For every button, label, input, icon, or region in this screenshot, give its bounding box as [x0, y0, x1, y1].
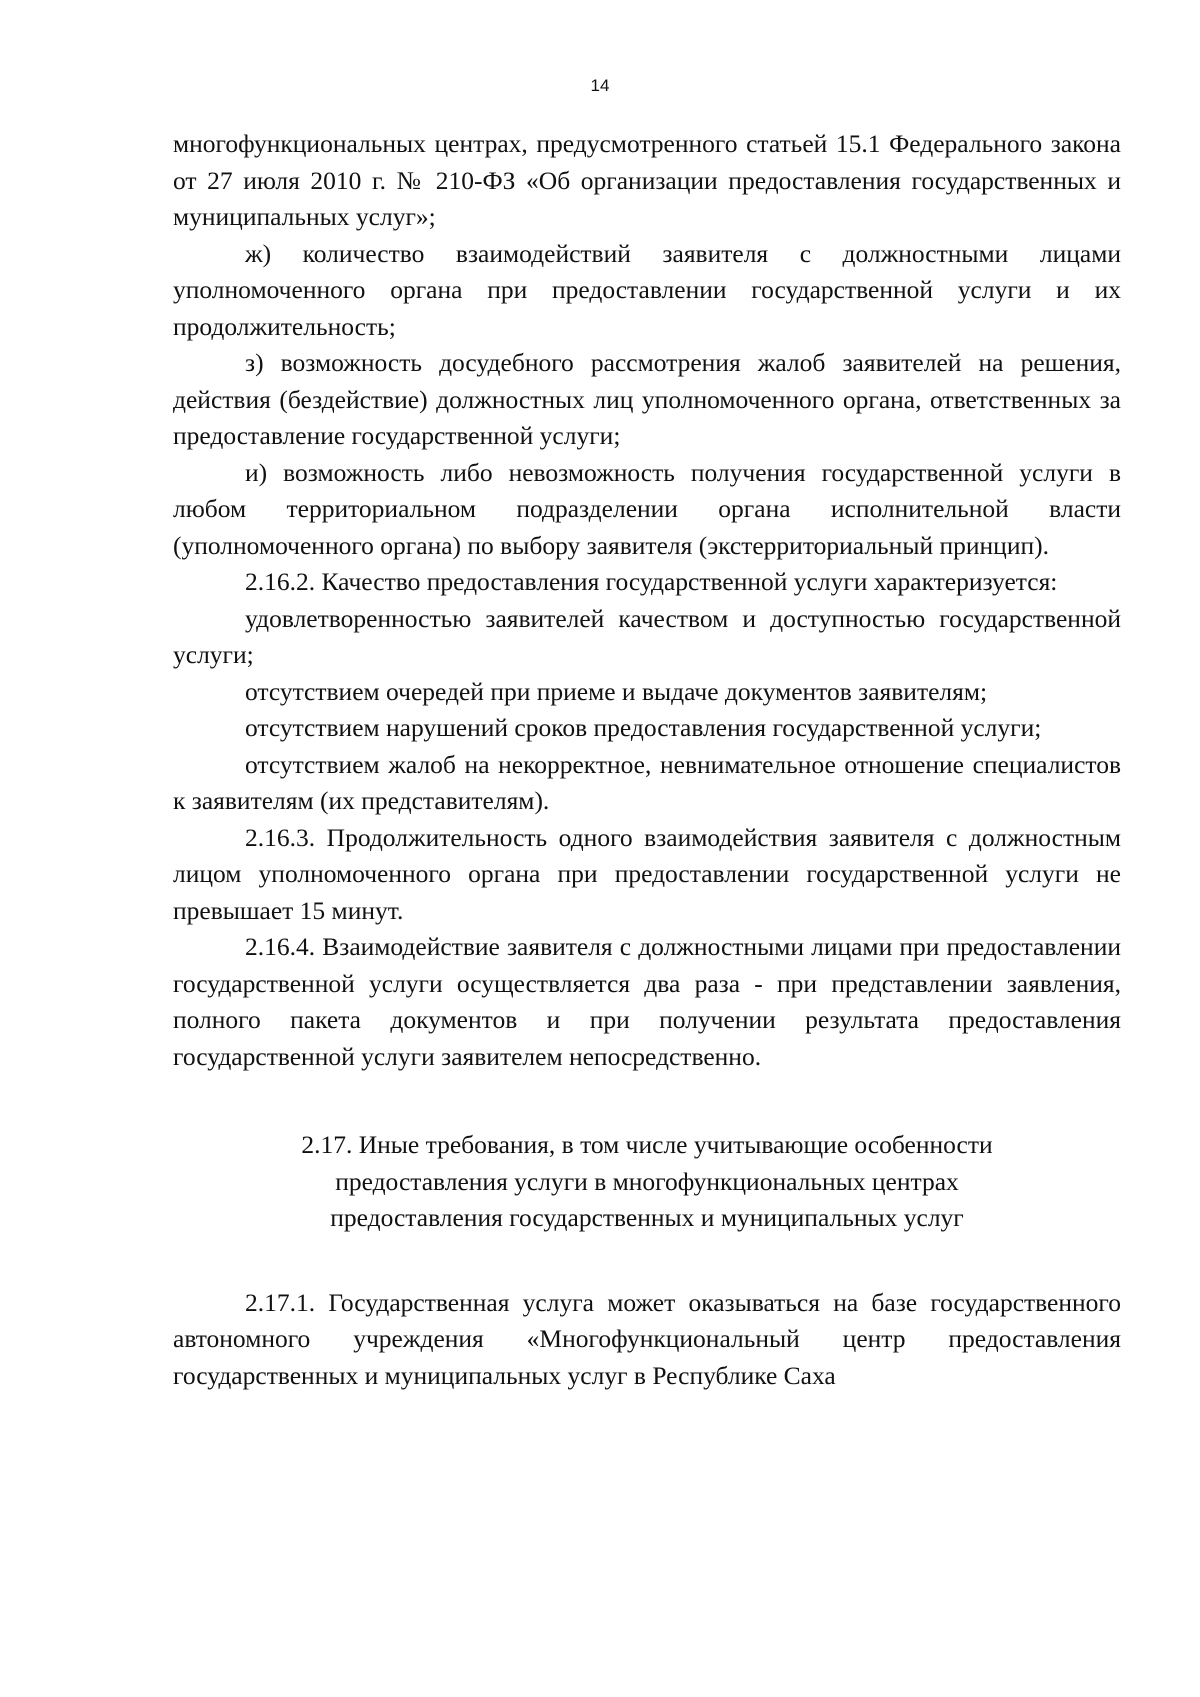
paragraph-2-16-4: 2.16.4. Взаимодействие заявителя с должностными лицами при предоставлении государственной услуги осуществляется два раза - при представлении заявления, полного пакета документов и при получении результата предоставления государственной услуги заявителем непосредственно.	[173, 932, 1121, 1071]
section-heading-line: предоставления государственных и муниципальных услуг	[330, 1203, 964, 1232]
paragraph-2-16-3: 2.16.3. Продолжительность одного взаимодействия заявителя с должностным лицом уполномоченного органа при предоставлении государственной услуги не превышает 15 минут.	[173, 822, 1121, 925]
paragraph-no-complaints: отсутствием жалоб на некорректное, невнимательное отношение специалистов к заявителям (их представителям).	[173, 749, 1121, 815]
paragraph-no-queues: отсутствием очередей при приеме и выдаче документов заявителям;	[245, 676, 988, 706]
paragraph-continuation: многофункциональных центрах, предусмотренного статьей 15.1 Федерального закона от 27 июля 2010 г. № 210-ФЗ «Об организации предоставления государственных и муниципальных услуг»;	[173, 129, 1121, 231]
section-heading-line: предоставления услуги в многофункциональных центрах	[335, 1166, 959, 1196]
paragraph-2-17-1: 2.17.1. Государственная услуга может оказываться на базе государственного автономного учреждения «Многофункциональный центр предоставления государственных и муниципальных услуг в Республике Саха	[173, 1287, 1121, 1390]
paragraph-item-zh: ж) количество взаимодействий заявителя с должностными лицами уполномоченного органа при предоставлении государственной услуги и их продолжительность;	[173, 238, 1121, 341]
paragraph-item-z: з) возможность досудебного рассмотрения жалоб заявителей на решения, действия (бездействие) должностных лиц уполномоченного органа, ответственных за предоставление государственной услуги;	[173, 348, 1121, 450]
paragraph-no-delays: отсутствием нарушений сроков предоставления государственной услуги;	[245, 713, 1042, 742]
page-number: 14	[590, 76, 610, 95]
section-heading-line: 2.17. Иные требования, в том числе учитывающие особенности	[301, 1130, 993, 1159]
document-body	[173, 126, 1121, 1394]
paragraph-satisfaction: удовлетворенностью заявителей качеством и доступностью государственной услуги;	[173, 603, 1121, 669]
paragraph-item-i: и) возможность либо невозможность получения государственной услуги в любом территориальном подразделении органа исполнительной власти (уполномоченного органа) по выбору заявителя (экстерриториальный принцип).	[173, 457, 1121, 560]
section-heading-2-17	[173, 1127, 1121, 1237]
paragraph-2-16-2: 2.16.2. Качество предоставления государственной услуги характеризуется:	[245, 567, 1058, 596]
